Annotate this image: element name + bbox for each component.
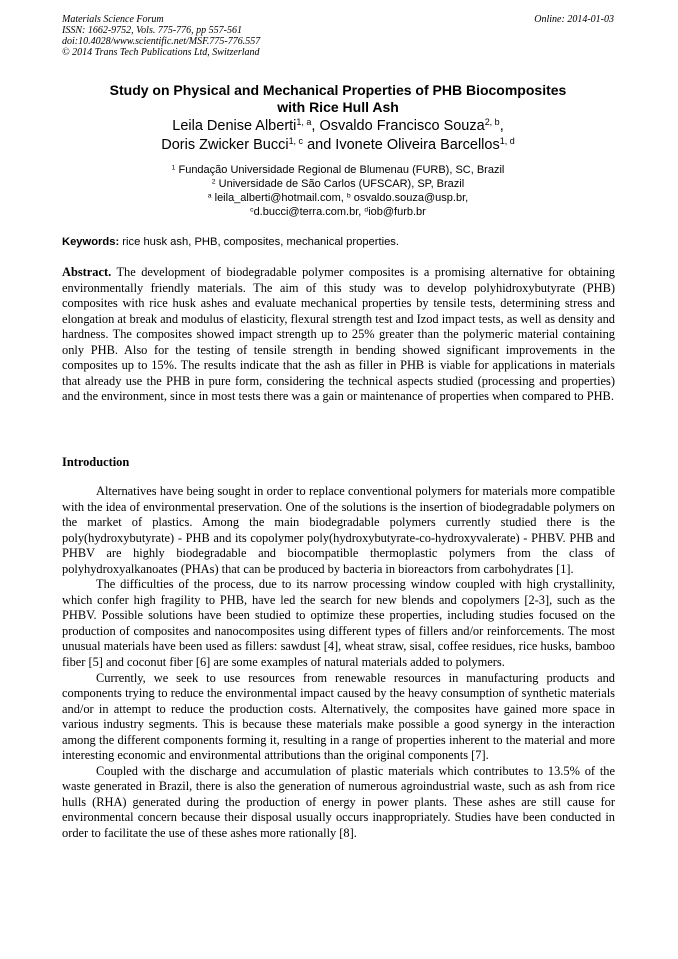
affiliation-number: 2 [211,178,216,186]
paper-title [62,82,614,116]
affiliation-text: Fundação Universidade Regional de Blumenau (FURB), SC, Brazil [175,164,505,176]
author-name: Doris Zwicker Bucci [161,137,289,153]
email-address: leila_alberti@hotmail.com, [211,192,347,204]
keywords-label: Keywords: [62,236,120,248]
email-address: d.bucci@terra.com.br, [253,206,365,218]
author-line-1 [62,117,614,136]
affiliation-2 [62,177,614,191]
author-affiliation-mark: 1, a [296,117,312,128]
email-line-1 [62,191,614,205]
email-mark: b [346,192,351,200]
author-separator: , [499,118,504,134]
author-name: Osvaldo Francisco Souza [319,118,485,134]
journal-name: Materials Science Forum [62,14,164,25]
affiliation-number: 1 [171,164,176,172]
keywords [62,235,614,249]
abstract-text: The development of biodegradable polymer composites is a promising alternative for obtaining environmentally friendly materials. The aim of this study was to develop polyhidroxybutyrate (PHB) composites with rice husk ashes and evaluate mechanical properties by tensile tests, determining stress and elongation at break and modulus of elasticity, flexural strength test and Izod impact tests, as well as density and hardness. The composites showed impact strength up to 25% greater than the polymeric material containing only PHB. Also for the testing of tensile strength in bending showed significant improvements in the composites up to 15%. The results indicate that the ash as filler in PHB is viable for applications in materials that already use the PHB in pure form, considering the technical aspects studied (processing and properties) and the environment, since in most tests there was a gain or maintenance of properties when compared to PHB. [62,265,615,404]
author-list [62,117,614,155]
email-address: iob@furb.br [368,206,426,218]
author-name: Leila Denise Alberti [172,118,297,134]
intro-paragraph: The difficulties of the process, due to its narrow processing window coupled with high crystallinity, which confer high fragility to PHB, have led the search for new blends and copolymers [2-3], such as the PHBV. Possible solutions have been studied to optimize these properties, including studies focused on the production of composites and nanocomposites using different types of fillers and/or reinforcements. The most unusual materials have been used as fillers: sawdust [4], wheat straw, sisal, coffee residues, rice husks, bamboo fiber [5] and coconut fiber [6] are some examples of natural materials added to polymers. [62,577,615,670]
intro-paragraph: Coupled with the discharge and accumulation of plastic materials which contributes to 13.5% of the waste generated in Brazil, there is also the generation of numerous agroindustrial waste, such as ash from rice hulls (RHA) generated during the production of energy in power plants. These ashes are still cause for environmental concern because their disposal usually occurs inappropriately. Studies have been conducted in order to facilitate the use of these ashes more rationally [8]. [62,763,615,841]
email-mark: c [250,206,254,214]
introduction-body [62,484,615,842]
online-date: Online: 2014-01-03 [534,14,614,25]
affiliations [62,163,614,219]
author-conjunction: and [303,137,336,153]
intro-paragraph: Alternatives have being sought in order to replace conventional polymers for materials more compatible with the idea of environmental preservation. One of the solutions is the insertion of biodegradable polymers on the market of plastics. Among the main biodegradable polymers currently studied there is the poly(hydroxybutyrate) - PHB and its copolymer poly(hydroxybutyrate-co-hydroxyvalerate) - PHBV. PHB and PHBV are highly biodegradable and biocompatible thermoplastic polymers from the class of polyhydroxyalkanoates (PHAs) that can be produced by bacteria in bioreactors from carbohydrates [1]. [62,484,615,576]
keywords-text: rice husk ash, PHB, composites, mechanical properties. [119,236,400,248]
author-affiliation-mark: 2, b [484,117,500,128]
issn-line: ISSN: 1662-9752, Vols. 775-776, pp 557-561 [62,25,242,36]
author-affiliation-mark: 1, d [499,136,515,147]
affiliation-text: Universidade de São Carlos (UFSCAR), SP, Brazil [215,178,465,190]
copyright-line: © 2014 Trans Tech Publications Ltd, Switzerland [62,47,260,58]
affiliation-1 [62,163,614,177]
author-line-2 [62,136,614,155]
abstract-label: Abstract. [62,265,112,279]
author-affiliation-mark: 1, c [288,136,304,147]
email-mark: d [364,206,369,214]
author-separator: , [311,118,320,134]
title-line-2: with Rice Hull Ash [277,99,399,115]
email-address: osvaldo.souza@usp.br, [350,192,469,204]
abstract [62,265,615,405]
email-line-2 [62,205,614,219]
title-line-1: Study on Physical and Mechanical Properties of PHB Biocomposites [109,82,567,98]
author-name: Ivonete Oliveira Barcellos [335,137,500,153]
introduction-heading: Introduction [62,455,130,469]
doi-line: doi:10.4028/www.scientific.net/MSF.775-776.557 [62,36,261,47]
journal-header [62,14,260,58]
intro-paragraph: Currently, we seek to use resources from renewable resources in manufacturing products and components trying to reduce the environmental impact caused by the heavy consumption of synthetic materials and/or in attempt to reduce the production costs. Alternatively, the composites have gained more space in various industry segments. This is because these materials make possible a good synergy in the interaction among the different components forming it, resulting in a range of properties inherent to the material and more interesting economic and environmental attributions than the original components [7]. [62,670,615,763]
email-mark: a [207,192,212,200]
